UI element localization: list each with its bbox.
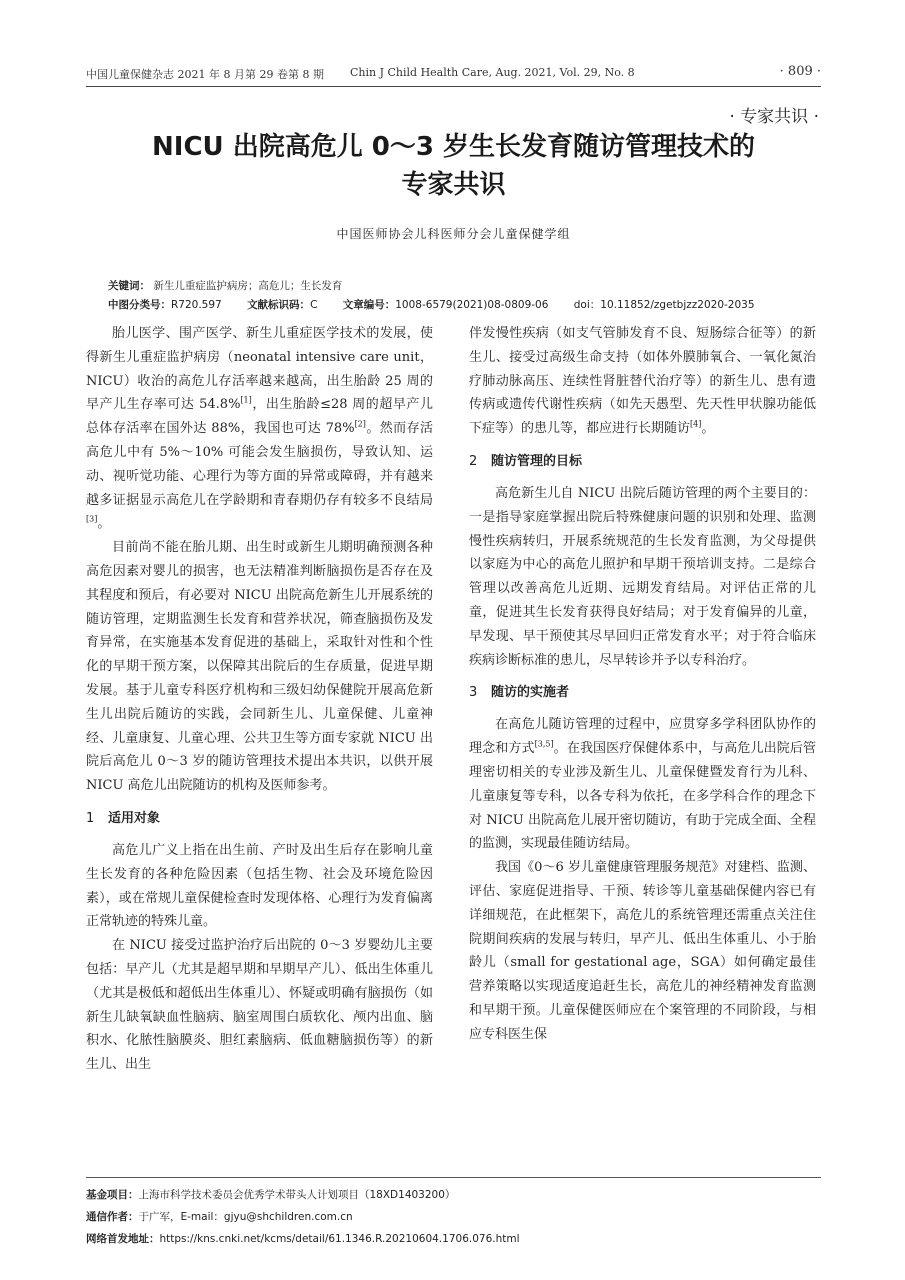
- article-no-value: 1008-6579(2021)08-0809-06: [395, 299, 549, 311]
- author-group: 中国医师协会儿科医师分会儿童保健学组: [336, 227, 571, 241]
- classification-line: [108, 297, 823, 312]
- section-heading-1: 1 适用对象: [86, 810, 161, 826]
- paragraph: 在高危儿随访管理的过程中，应贯穿多学科团队协作的理念和方式[3,5]。在我国医疗保健体系中，与高危儿出院后管理密切相关的专业涉及新生儿、儿童保健暨发育行为儿科、儿童康复等专科，以各专科为依托，在多学科合作的理念下对 NICU 出院高危儿展开密切随访，有助于完成全面、全程的监测，实现最佳随访结局。: [469, 717, 816, 852]
- citation: [3,5]: [534, 739, 554, 749]
- doc-code-label: 文献标识码：: [247, 299, 311, 311]
- citation: [4]: [690, 419, 702, 429]
- doi-item: [574, 297, 755, 312]
- doc-code-value: C: [310, 299, 318, 311]
- citation: [3]: [86, 515, 98, 525]
- doc-code-item: [247, 297, 317, 312]
- citation: [2]: [354, 419, 366, 429]
- footnote-corresponding-author: 通信作者：于广军，E-mail：gjyu@shchildren.com.cn: [86, 1211, 353, 1223]
- paragraph: 胎儿医学、围产医学、新生儿重症医学技术的发展，使得新生儿重症监护病房（neonatal intensive care unit，NICU）收治的高危儿存活率越来越高，出生胎龄 25 周的早产儿生存率可达 54.8%[1]，出生胎龄≤28 周的超早产儿总体存活率在国外达 88%，我国也可达 78%[2]。然而存活高危儿中有 5%～10% 可能会发生脑损伤，导致认知、运动、视听觉功能、心理行为等方面的异常或障碍，并有越来越多证据显示高危儿在学龄期和青春期仍存有较多不良结局[3]。: [86, 326, 433, 532]
- paragraph: 高危新生儿自 NICU 出院后随访管理的两个主要目的：一是指导家庭掌握出院后特殊健康问题的识别和处理、监测慢性疾病转归，开展系统规范的生长发育监测，为父母提供以家庭为中心的高危儿照护和早期干预培训支持。二是综合管理以改善高危儿近期、远期发育结局。对评估正常的儿童，促进其生长发育获得良好结局；对于发育偏异的儿童，早发现、早干预使其尽早回归正常发育水平；对于符合临床疾病诊断标准的患儿，尽早转诊并予以专科治疗。: [469, 485, 816, 668]
- footnote-online-address: 网络首发地址：https://kns.cnki.net/kcms/detail/61.1346.R.20210604.1706.076.html: [86, 1233, 520, 1245]
- paragraph: 在 NICU 接受过监护治疗后出院的 0～3 岁婴幼儿主要包括：早产儿（尤其是超早期和早期早产儿）、低出生体重儿（尤其是极低和超低出生体重儿）、怀疑或明确有脑损伤（如新生儿缺氧缺血性脑病、脑室周围白质软化、颅内出血、脑积水、化脓性脑膜炎、胆红素脑病、低血糖脑损伤等）的新生儿、出生: [86, 938, 433, 1073]
- keywords: 新生儿重症监护病房；高危儿；生长发育: [153, 280, 343, 292]
- keywords-label: 关键词：: [108, 280, 150, 292]
- keywords-line: [108, 278, 823, 293]
- journal-name-cn: 中国儿童保健杂志 2021 年 8 月第 29 卷第 8 期: [86, 68, 324, 81]
- section-heading-3: 3 随访的实施者: [469, 685, 570, 701]
- article-no-item: [343, 297, 549, 312]
- clc-item: [108, 297, 222, 312]
- footnote-rule: [86, 1177, 821, 1178]
- paragraph: 高危儿广义上指在出生前、产时及出生后存在影响儿童生长发育的各种危险因素（包括生物、社会及环境危险因素），或在常规儿童保健检查时发现体格、心理行为发育偏离正常轨迹的特殊儿童。: [86, 842, 433, 930]
- article-title: [86, 128, 821, 204]
- article-no-label: 文章编号：: [342, 299, 396, 311]
- paragraph: 伴发慢性疾病（如支气管肺发育不良、短肠综合征等）的新生儿、接受过高级生命支持（如体外膜肺氧合、一氧化氮治疗肺动脉高压、连续性肾脏替代治疗等）的新生儿、患有遗传病或遗传代谢性疾病（如先天愚型、先天性甲状腺功能低下症等）的患儿等，都应进行长期随访[4]。: [469, 326, 816, 437]
- clc-label: 中图分类号：: [108, 299, 171, 311]
- paragraph: 我国《0～6 岁儿童健康管理服务规范》对建档、监测、评估、家庭促进指导、干预、转诊等儿童基础保健内容已有详细规范，在此框架下，高危儿的系统管理还需重点关注住院期间疾病的发展与转归，早产儿、低出生体重儿、小于胎龄儿（small for gestational age，SGA）如何确定最佳营养策略以实现适度追赶生长，高危儿的神经精神发育监测和早期干预。儿童保健医师应在个案管理的不同阶段，与相应专科医生保: [469, 860, 816, 1042]
- footnote-fund: 基金项目：上海市科学技术委员会优秀学术带头人计划项目（18XD1403200）: [86, 1189, 456, 1201]
- left-column: [86, 322, 433, 1077]
- header-rule: [86, 86, 821, 87]
- title-line-1: NICU 出院高危儿 0～3 岁生长发育随访管理技术的: [152, 132, 755, 162]
- section-heading-2: 2 随访管理的目标: [469, 453, 583, 469]
- journal-name-en: Chin J Child Health Care, Aug. 2021, Vol. 29, No. 8: [350, 66, 635, 79]
- right-column: [469, 322, 816, 1047]
- page-number: · 809 ·: [779, 64, 821, 79]
- doi-value: 10.11852/zgetbjzz2020-2035: [600, 299, 755, 311]
- paragraph: 目前尚不能在胎儿期、出生时或新生儿期明确预测各种高危因素对婴儿的损害，也无法精准判断脑损伤是否存在及其程度和预后，有必要对 NICU 出院高危新生儿开展系统的随访管理，定期监测生长发育和营养状况，筛查脑损伤及发育异常，在实施基本发育促进的基础上，采取针对性和个性化的早期干预方案，以保障其出院后的生存质量，促进早期发展。基于儿童专科医疗机构和三级妇幼保健院开展高危新生儿出院后随访的实践，会同新生儿、儿童保健、儿童神经、儿童康复、儿童心理、公共卫生等方面专家就 NICU 出院后高危儿 0～3 岁的随访管理技术提出本共识，以供开展 NICU 高危儿出院随访的机构及医师参考。: [86, 540, 433, 794]
- section-tag: · 专家共识 ·: [729, 107, 819, 127]
- clc-value: R720.597: [171, 299, 222, 311]
- title-line-2: 专家共识: [401, 170, 506, 200]
- citation: [1]: [240, 396, 252, 406]
- doi-label: doi：: [573, 299, 601, 311]
